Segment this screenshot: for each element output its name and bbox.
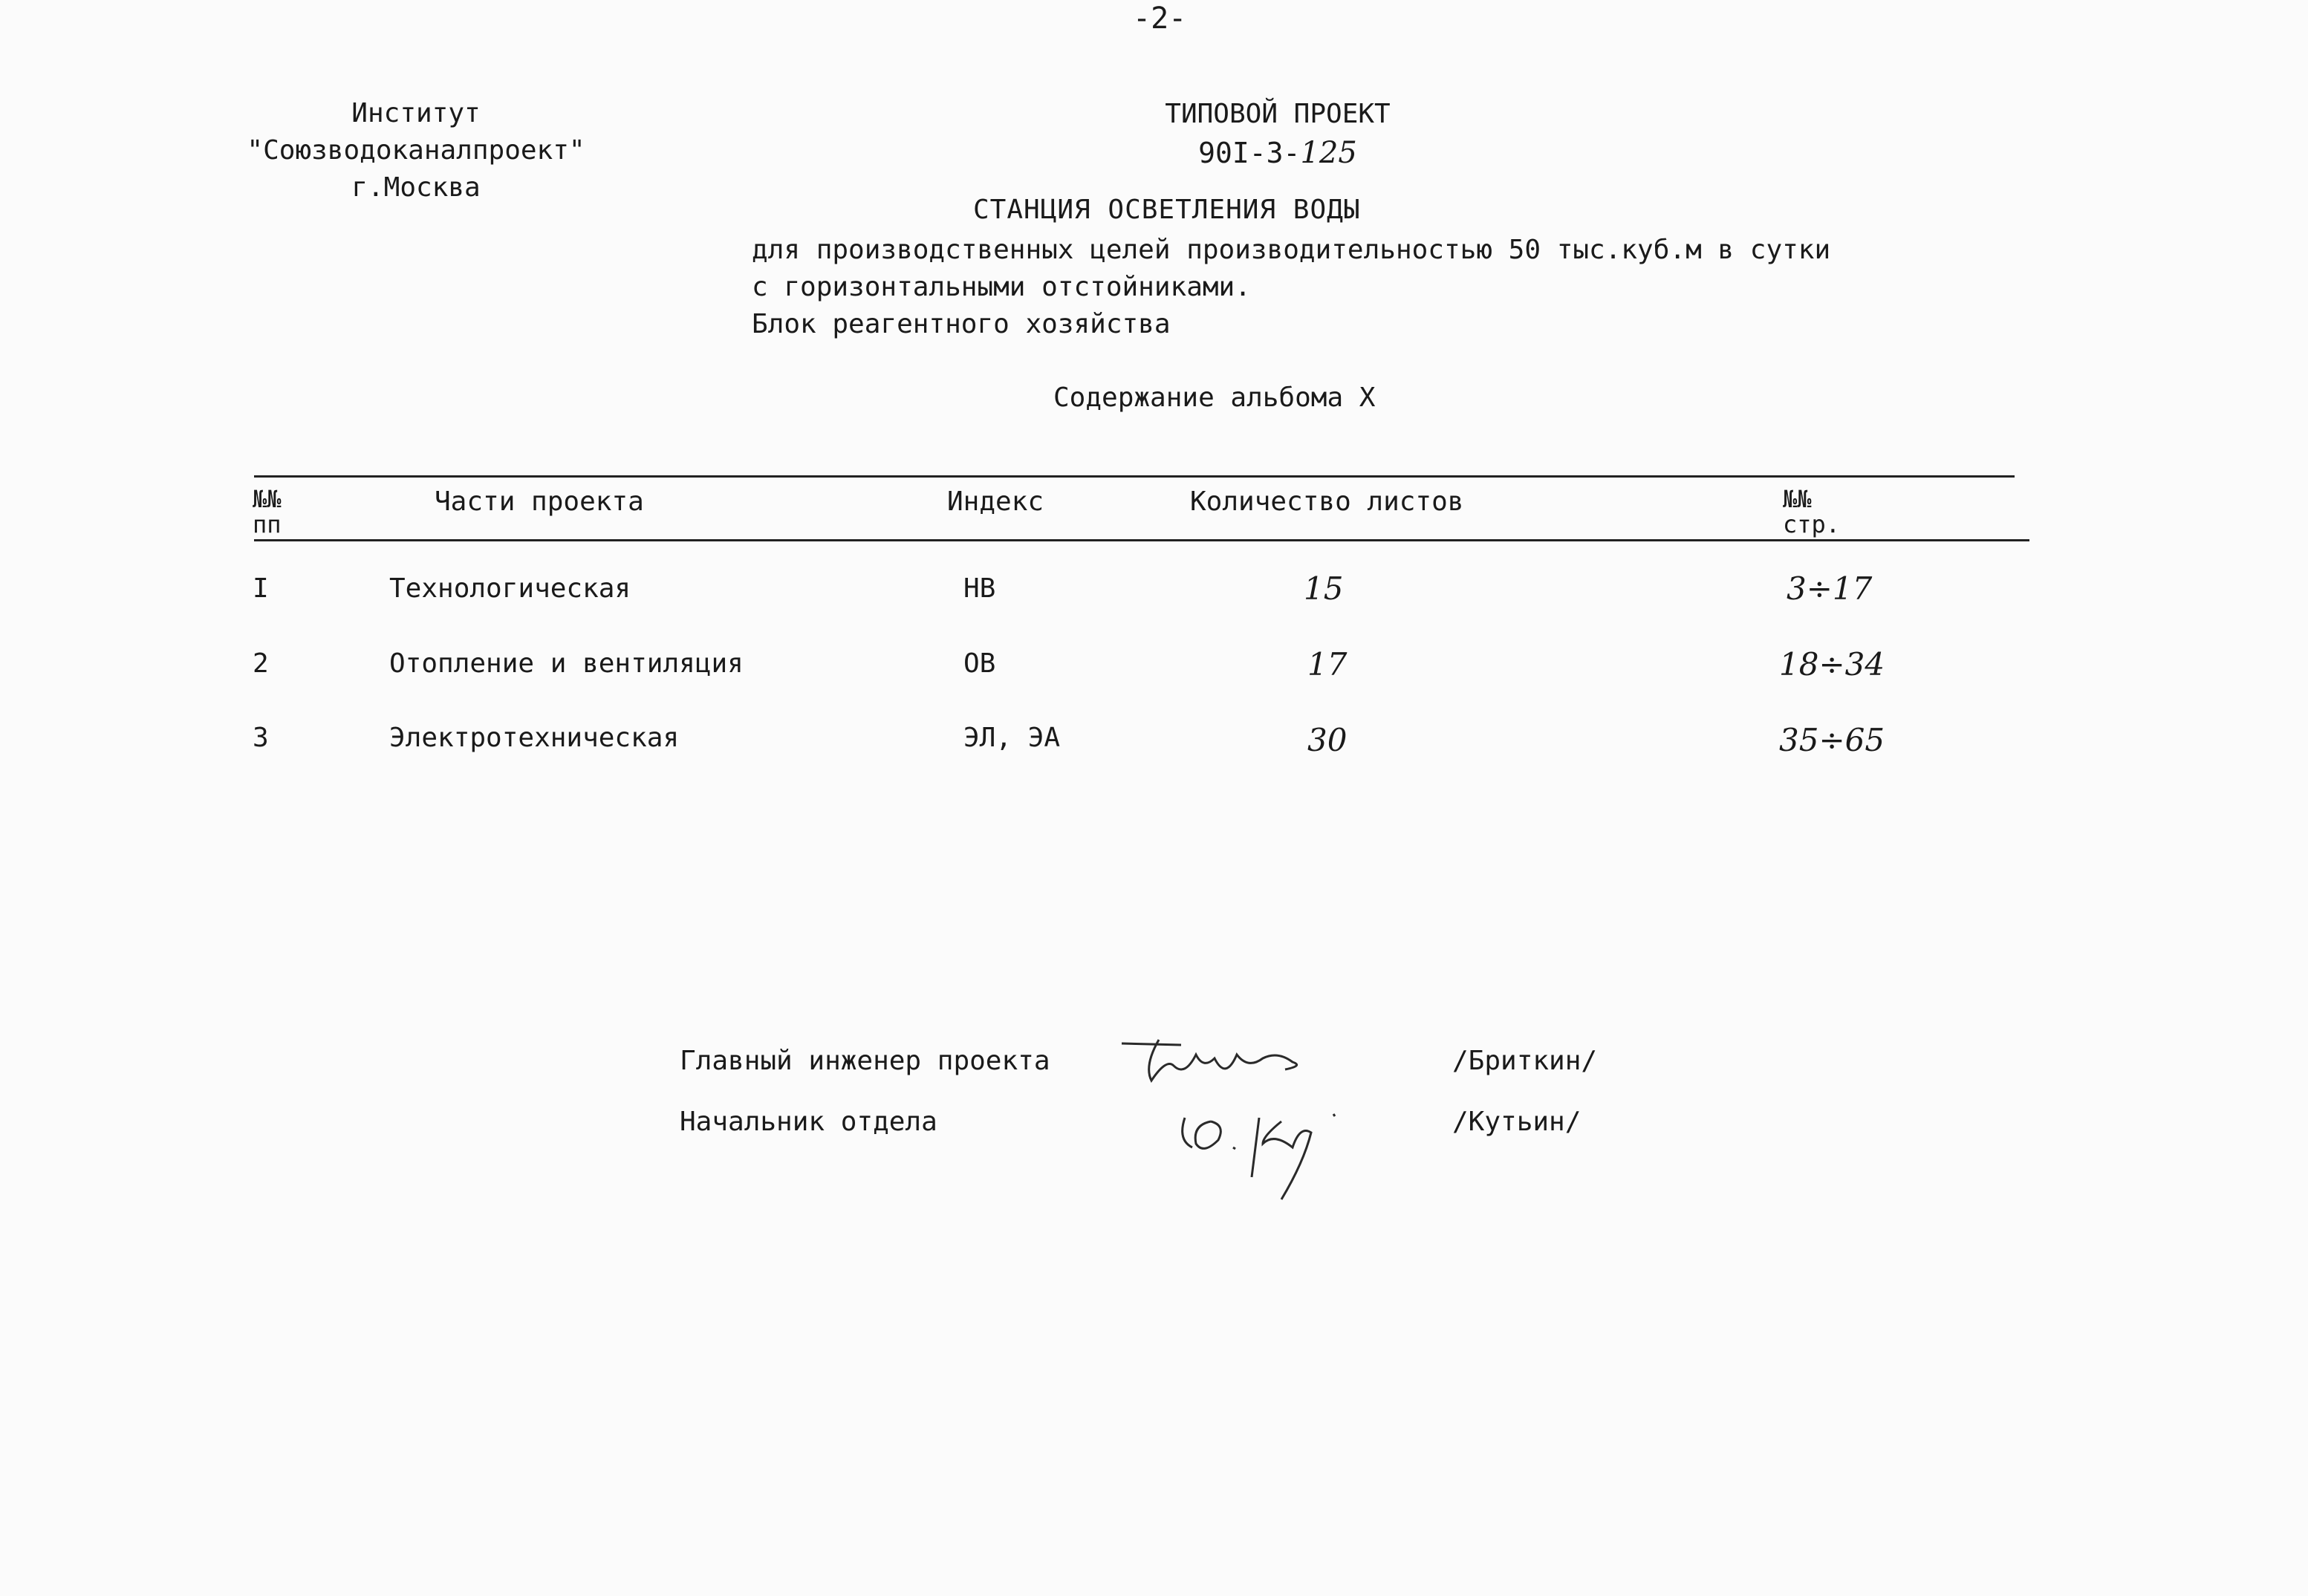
institute-city: г.Москва bbox=[351, 172, 481, 203]
project-type-label: ТИПОВОЙ ПРОЕКТ bbox=[1165, 99, 1391, 129]
row-sheets: 15 bbox=[1304, 570, 1344, 607]
institute-block bbox=[245, 95, 587, 206]
project-code-handwritten: 125 bbox=[1300, 136, 1357, 170]
row-part: Отопление и вентиляция bbox=[389, 648, 744, 679]
row-pages: 35÷65 bbox=[1779, 722, 1885, 758]
contents-title: Содержание альбома X bbox=[1053, 382, 1376, 413]
header-pages-line2: стр. bbox=[1783, 510, 1841, 538]
project-code-prefix: 90I-3- bbox=[1198, 137, 1301, 169]
row-number: 2 bbox=[253, 648, 269, 679]
project-description bbox=[752, 232, 1830, 343]
department-head-name: /Кутьин/ bbox=[1452, 1107, 1582, 1137]
row-part: Электротехническая bbox=[389, 723, 680, 753]
header-number bbox=[253, 486, 282, 537]
header-pages-line1: №№ bbox=[1783, 485, 1812, 513]
header-number-line1: №№ bbox=[253, 485, 282, 513]
header-index: Индекс bbox=[947, 486, 1044, 517]
project-code bbox=[1085, 134, 1471, 174]
row-pages: 3÷17 bbox=[1787, 570, 1873, 607]
row-index: НВ bbox=[963, 573, 996, 604]
institute-name: "Союзводоканалпроект" bbox=[247, 135, 585, 166]
row-pages: 18÷34 bbox=[1779, 646, 1885, 683]
description-line: с горизонтальными отстойниками. bbox=[752, 272, 1251, 302]
row-number: I bbox=[253, 573, 269, 604]
page-number: -2- bbox=[1133, 1, 1187, 36]
chief-engineer-label: Главный инженер проекта bbox=[680, 1046, 1050, 1076]
chief-engineer-name: /Бриткин/ bbox=[1452, 1046, 1598, 1076]
row-index: ОВ bbox=[963, 648, 996, 679]
header-sheets: Количество листов bbox=[1190, 486, 1464, 517]
row-index: ЭЛ, ЭА bbox=[963, 723, 1061, 753]
department-head-signature bbox=[1170, 1095, 1378, 1207]
row-sheets: 30 bbox=[1307, 722, 1348, 758]
description-line: Блок реагентного хозяйства bbox=[752, 309, 1171, 339]
row-sheets: 17 bbox=[1307, 646, 1348, 683]
table-top-rule bbox=[254, 475, 2015, 478]
project-block bbox=[1085, 95, 1471, 174]
header-number-line2: пп bbox=[253, 510, 282, 538]
row-number: 3 bbox=[253, 723, 269, 753]
chief-engineer-signature bbox=[1114, 1029, 1367, 1095]
row-part: Технологическая bbox=[389, 573, 631, 604]
header-pages bbox=[1783, 486, 1840, 537]
station-title: СТАНЦИЯ ОСВЕТЛЕНИЯ ВОДЫ bbox=[973, 195, 1361, 225]
description-line: для производственных целей производительностью 50 тыс.куб.м в сутки bbox=[752, 235, 1831, 265]
table-header-rule bbox=[254, 539, 2029, 541]
department-head-label: Начальник отдела bbox=[680, 1107, 937, 1137]
header-part: Части проекта bbox=[435, 486, 644, 517]
institute-label: Институт bbox=[351, 98, 481, 128]
